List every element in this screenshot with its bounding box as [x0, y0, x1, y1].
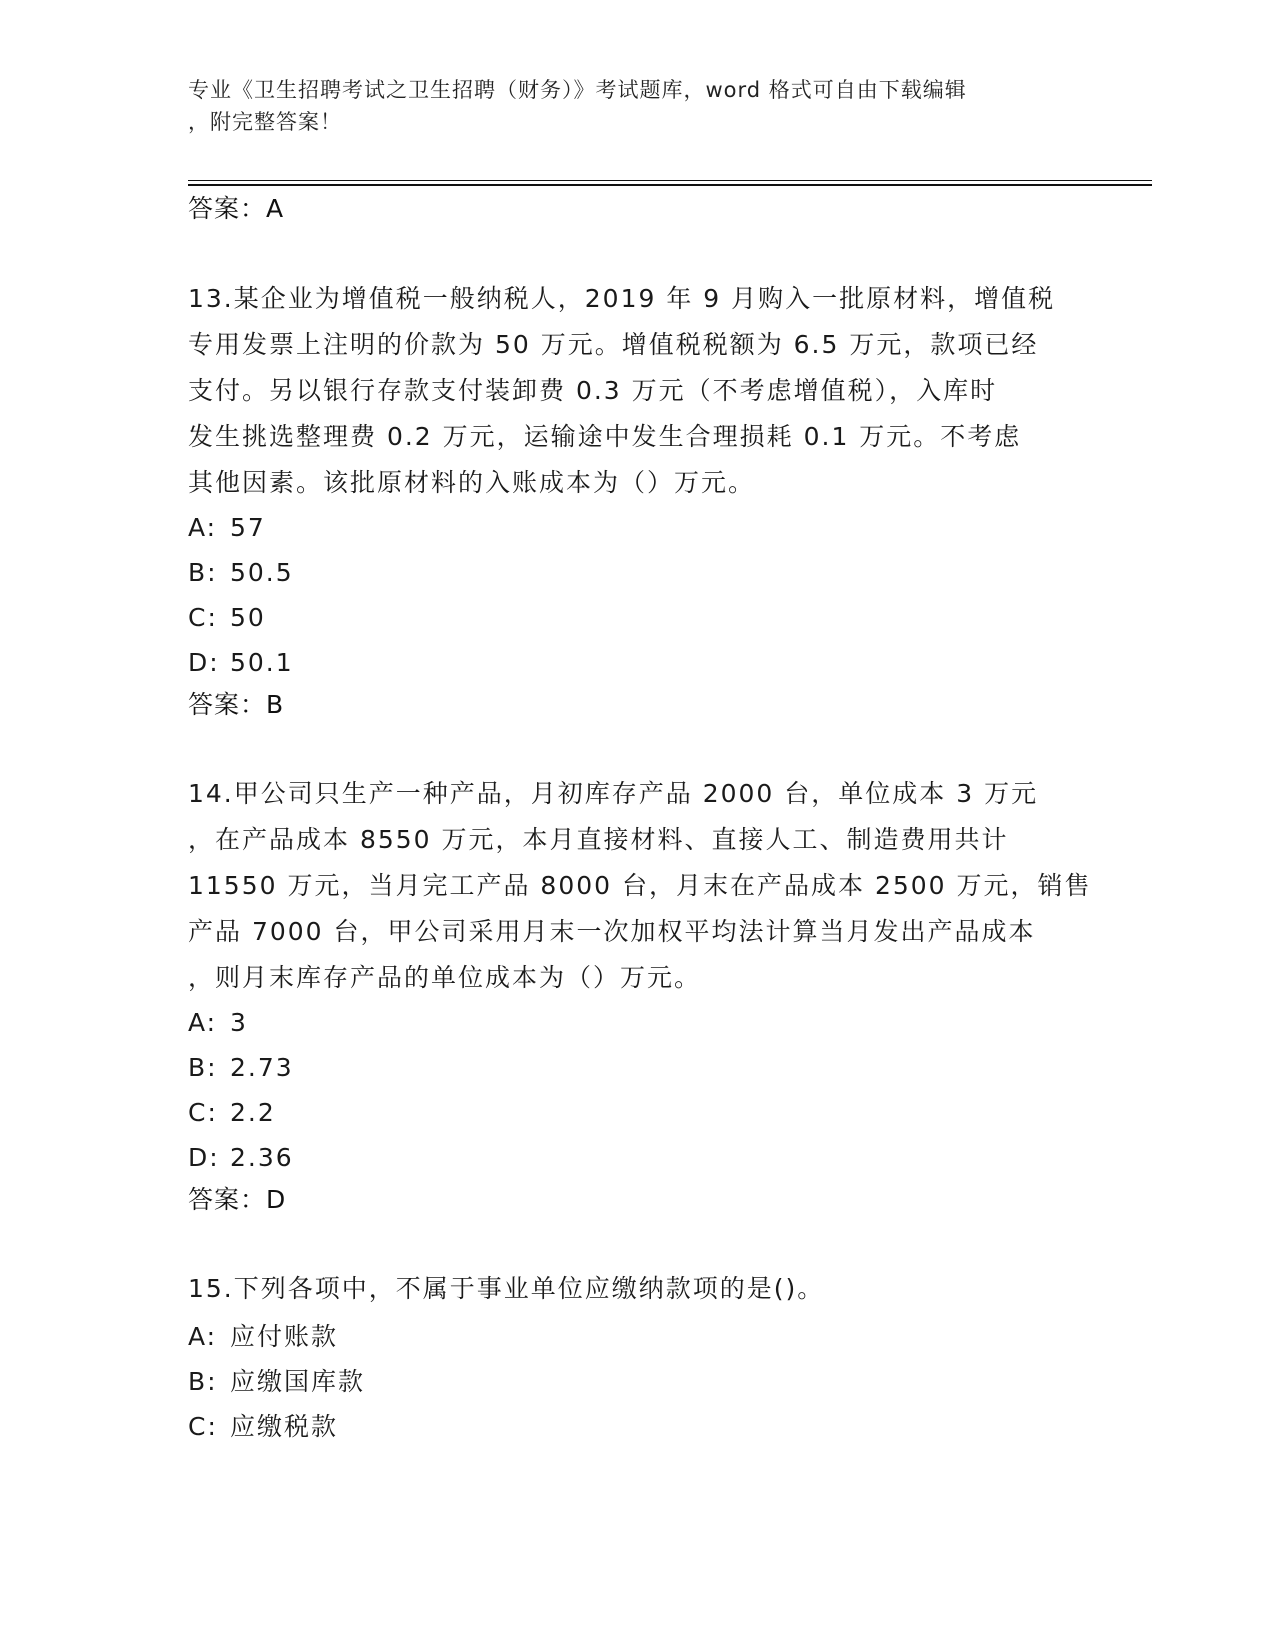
header-line-2: ，附完整答案！ [188, 110, 342, 134]
question-13-line: 发生挑选整理费 0.2 万元，运输途中发生合理损耗 0.1 万元。不考虑 [188, 422, 1022, 451]
question-13-option-c: C: 50 [188, 603, 266, 632]
question-14-text [188, 771, 1092, 1001]
question-14-line: 14.甲公司只生产一种产品，月初库存产品 2000 台，单位成本 3 万元 [188, 779, 1039, 808]
question-13-answer: 答案：B [188, 690, 285, 719]
question-14-answer: 答案：D [188, 1185, 287, 1214]
question-13-option-d: D: 50.1 [188, 648, 294, 677]
question-14-option-c: C: 2.2 [188, 1098, 276, 1127]
document-header [188, 74, 1068, 138]
question-14-line: ，则月末库存产品的单位成本为（）万元。 [188, 963, 702, 992]
question-13-line: 其他因素。该批原材料的入账成本为（）万元。 [188, 468, 756, 497]
question-15-option-b: B: 应缴国库款 [188, 1367, 366, 1396]
question-14-line: 11550 万元，当月完工产品 8000 台，月末在产品成本 2500 万元，销售 [188, 871, 1092, 900]
question-13-line: 支付。另以银行存款支付装卸费 0.3 万元（不考虑增值税），入库时 [188, 376, 998, 405]
question-15-option-a: A: 应付账款 [188, 1322, 339, 1351]
question-13-option-b: B: 50.5 [188, 558, 294, 587]
question-13-line: 13.某企业为增值税一般纳税人，2019 年 9 月购入一批原材料，增值税 [188, 284, 1056, 313]
question-13-option-a: A: 57 [188, 513, 266, 542]
header-divider-thick [188, 184, 1152, 186]
question-15-option-c: C: 应缴税款 [188, 1412, 339, 1441]
question-13-line: 专用发票上注明的价款为 50 万元。增值税税额为 6.5 万元，款项已经 [188, 330, 1039, 359]
question-14-option-d: D: 2.36 [188, 1143, 294, 1172]
question-15-line: 15.下列各项中，不属于事业单位应缴纳款项的是()。 [188, 1274, 825, 1303]
question-14-option-b: B: 2.73 [188, 1053, 294, 1082]
question-14-line: ，在产品成本 8550 万元，本月直接材料、直接人工、制造费用共计 [188, 825, 1009, 854]
question-14-option-a: A: 3 [188, 1008, 248, 1037]
question-14-line: 产品 7000 台，甲公司采用月末一次加权平均法计算当月发出产品成本 [188, 917, 1036, 946]
header-divider-thin [188, 180, 1152, 181]
question-15-text [188, 1266, 1088, 1312]
header-line-1: 专业《卫生招聘考试之卫生招聘（财务）》考试题库，word 格式可自由下载编辑 [188, 78, 967, 102]
question-13-text [188, 276, 1088, 506]
answer-prev: 答案：A [188, 194, 285, 223]
